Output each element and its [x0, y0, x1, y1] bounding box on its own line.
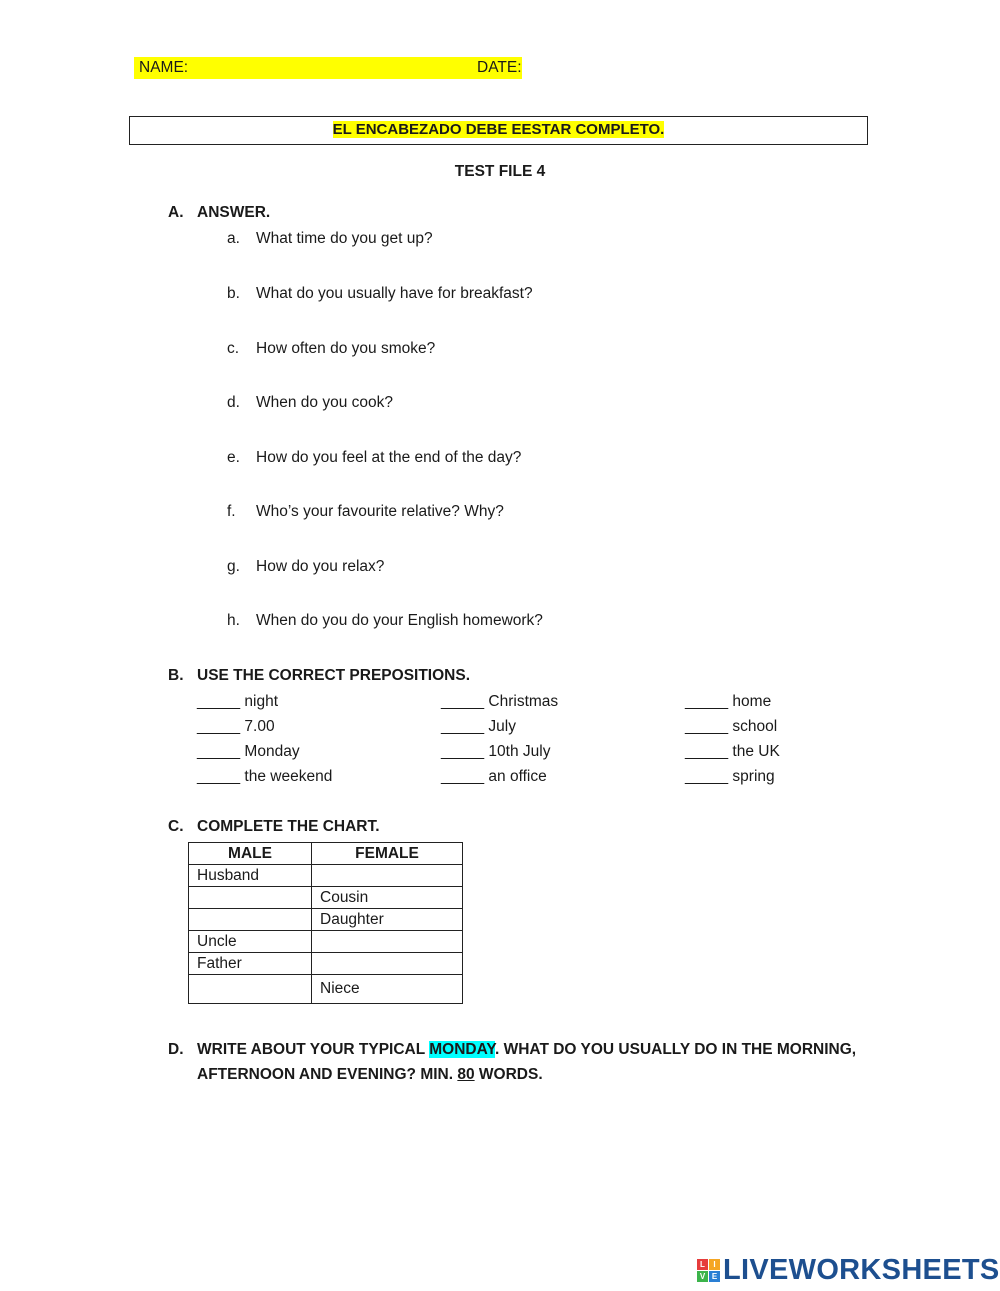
answer-blank: _____ [685, 693, 729, 710]
section-d-text: AFTERNOON AND EVENING? MIN. [197, 1066, 458, 1083]
table-row [189, 931, 463, 953]
liveworksheets-logo[interactable] [697, 1254, 1000, 1287]
question-text: What time do you get up? [256, 230, 433, 247]
answer-blank: _____ [441, 693, 485, 710]
preposition-item [197, 693, 278, 711]
preposition-word: 10th July [488, 743, 551, 760]
preposition-item [685, 693, 771, 711]
preposition-word: an office [488, 768, 547, 785]
preposition-item [685, 718, 777, 736]
word-count: 80 [457, 1066, 475, 1083]
table-row [189, 909, 463, 931]
female-cell [312, 931, 463, 953]
logo-square: V [697, 1271, 708, 1282]
preposition-word: night [244, 693, 279, 710]
question-letter: e. [227, 449, 240, 466]
question-letter: a. [227, 230, 240, 247]
section-d-line-1 [197, 1041, 856, 1059]
section-d-text: WRITE ABOUT YOUR TYPICAL [197, 1041, 430, 1058]
preposition-word: Monday [244, 743, 300, 760]
question-text: How do you relax? [256, 558, 385, 575]
answer-blank: _____ [197, 768, 241, 785]
preposition-word: 7.00 [244, 718, 275, 735]
logo-square: E [709, 1271, 720, 1282]
female-cell: Cousin [312, 887, 463, 909]
family-chart [188, 842, 463, 1004]
header-highlight [134, 57, 522, 79]
question-text: How often do you smoke? [256, 340, 436, 357]
preposition-item [685, 768, 775, 786]
question-letter: g. [227, 558, 240, 575]
logo-icon [697, 1259, 720, 1282]
preposition-item [441, 768, 547, 786]
question-letter: c. [227, 340, 240, 357]
preposition-item [441, 718, 516, 736]
answer-blank: _____ [441, 743, 485, 760]
question-text: How do you feel at the end of the day? [256, 449, 522, 466]
answer-blank: _____ [441, 768, 485, 785]
preposition-item [197, 718, 275, 736]
male-cell: Uncle [189, 931, 312, 953]
section-d-text: . WHAT DO YOU USUALLY DO IN THE MORNING, [494, 1041, 857, 1058]
date-label: DATE: [477, 59, 522, 76]
answer-blank: _____ [685, 768, 729, 785]
answer-blank: _____ [197, 718, 241, 735]
logo-square: L [697, 1259, 708, 1270]
preposition-item [441, 693, 558, 711]
male-cell: Father [189, 953, 312, 975]
preposition-word: spring [732, 768, 775, 785]
question-text: What do you usually have for breakfast? [256, 285, 533, 302]
logo-square: I [709, 1259, 720, 1270]
section-a-title: ANSWER. [197, 204, 271, 221]
preposition-item [441, 743, 550, 761]
logo-text: LIVEWORKSHEETS [723, 1254, 1000, 1286]
male-cell [189, 909, 312, 931]
section-d-text: WORDS. [474, 1066, 543, 1083]
male-cell [189, 887, 312, 909]
chart-header-row [189, 843, 463, 865]
preposition-item [197, 743, 300, 761]
male-header: MALE [189, 843, 312, 865]
female-cell [312, 865, 463, 887]
answer-blank: _____ [685, 743, 729, 760]
answer-blank: _____ [685, 718, 729, 735]
table-row [189, 887, 463, 909]
answer-blank: _____ [197, 743, 241, 760]
preposition-item [685, 743, 780, 761]
question-letter: d. [227, 394, 240, 411]
section-c-title: COMPLETE THE CHART. [197, 818, 380, 835]
notice-text: EL ENCABEZADO DEBE EESTAR COMPLETO. [332, 121, 665, 138]
section-c-letter: C. [168, 818, 184, 835]
male-cell: Husband [189, 865, 312, 887]
answer-blank: _____ [197, 693, 241, 710]
page-title: TEST FILE 4 [454, 163, 546, 180]
question-letter: h. [227, 612, 240, 629]
preposition-word: the weekend [244, 768, 333, 785]
table-row [189, 953, 463, 975]
section-a-letter: A. [168, 204, 184, 221]
section-d-letter: D. [168, 1041, 184, 1058]
question-letter: f. [227, 503, 236, 520]
table-row [189, 865, 463, 887]
section-b-letter: B. [168, 667, 184, 684]
name-label: NAME: [139, 59, 189, 76]
question-text: When do you cook? [256, 394, 394, 411]
preposition-item [197, 768, 332, 786]
preposition-word: the UK [732, 743, 780, 760]
section-b-title: USE THE CORRECT PREPOSITIONS. [197, 667, 471, 684]
male-cell [189, 975, 312, 1004]
question-letter: b. [227, 285, 240, 302]
female-header: FEMALE [312, 843, 463, 865]
preposition-word: July [488, 718, 516, 735]
table-row [189, 975, 463, 1004]
question-text: When do you do your English homework? [256, 612, 543, 629]
preposition-word: home [732, 693, 772, 710]
question-text: Who’s your favourite relative? Why? [256, 503, 504, 520]
section-d-line-2 [197, 1066, 543, 1084]
female-cell: Niece [312, 975, 463, 1004]
preposition-word: Christmas [488, 693, 559, 710]
notice-box [129, 116, 868, 145]
female-cell [312, 953, 463, 975]
highlighted-day: MONDAY [429, 1041, 495, 1058]
preposition-word: school [732, 718, 778, 735]
female-cell: Daughter [312, 909, 463, 931]
answer-blank: _____ [441, 718, 485, 735]
